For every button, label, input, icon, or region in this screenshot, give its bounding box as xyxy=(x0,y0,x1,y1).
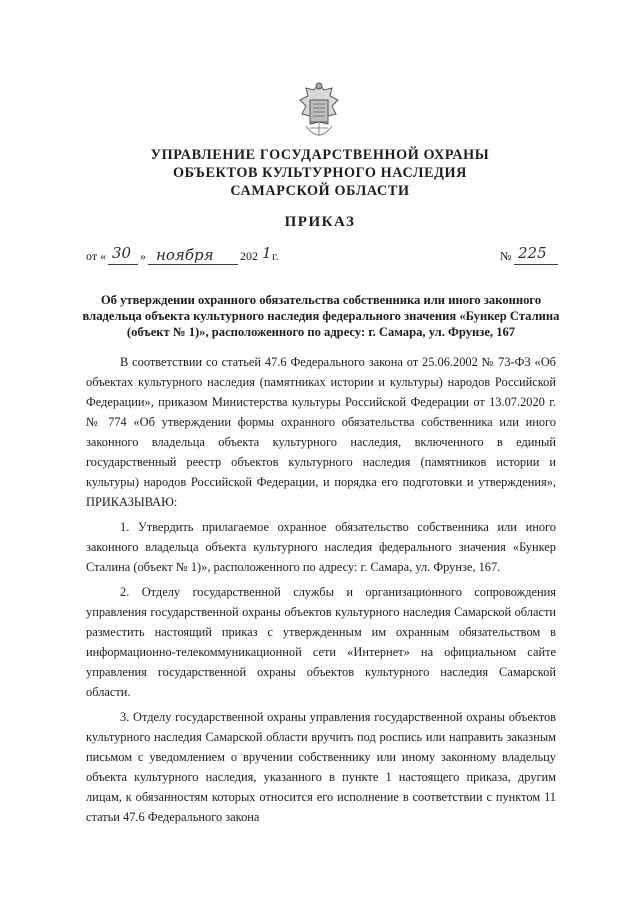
document-number: 225 xyxy=(518,244,547,262)
date-year-suffix: 1 xyxy=(262,244,272,262)
number-prefix: № xyxy=(500,249,512,263)
date-suffix: г. xyxy=(272,249,279,263)
preamble-paragraph: В соответствии со статьей 47.6 Федерального закона от 25.06.2002 № 73-ФЗ «Об объектах культурного наследия (памятниках истории и культуры) народов Российской Федерации», приказом Министерства культуры Российской Федерации от 13.07.2020 г. № 774 «Об утверждении формы охранного обязательства собственника или иного законного владельца объекта культурного наследия, включенного в единый государственный реестр объектов культурного наследия (памятников истории и культуры) народов Российской Федерации, и порядка его подготовки и утверждения», ПРИКАЗЫВАЮ: xyxy=(86,355,556,509)
coat-of-arms-icon xyxy=(288,78,350,148)
item-3-paragraph: 3. Отделу государственной охраны управления государственной охраны объектов культурного наследия Самарской области вручить под роспись или направить заказным письмом с уведомлением о вручении собственнику или иному законному владельцу объекта культурного наследия, указанного в пункте 1 настоящего приказа, другим лицам, к обязанностям которых относится его исполнение в соответствии с пунктом 11 статьи 47.6 Федерального закона xyxy=(86,710,556,824)
item-1-paragraph: 1. Утвердить прилагаемое охранное обязательство собственника или иного законного владельца объекта культурного наследия федерального значения «Бункер Сталина (объект № 1)», расположенного по адресу: г. Самара, ул. Фрунзе, 167. xyxy=(86,520,556,574)
date-day: 30 xyxy=(112,244,132,262)
header-line-3: САМАРСКОЙ ОБЛАСТИ xyxy=(230,183,410,199)
document-title: ПРИКАЗ xyxy=(284,214,356,230)
date-number-line xyxy=(86,244,566,270)
subject-heading: Об утверждении охранного обязательства собственника или иного законного владельца объекта культурного наследия федерального значения «Бункер Сталина (объект № 1)», расположенного по адресу: г. Самара, ул. Фрунзе, 167 xyxy=(82,293,560,339)
header-line-1: УПРАВЛЕНИЕ ГОСУДАРСТВЕННОЙ ОХРАНЫ xyxy=(150,147,490,163)
document-body xyxy=(86,352,556,827)
date-month: ноября xyxy=(156,246,214,264)
date-mid: » xyxy=(140,249,146,263)
header-line-2: ОБЪЕКТОВ КУЛЬТУРНОГО НАСЛЕДИЯ xyxy=(172,165,468,181)
date-prefix: от « xyxy=(86,249,107,263)
date-year-prefix: 202 xyxy=(240,249,258,263)
item-2-paragraph: 2. Отделу государственной службы и организационного сопровождения управления государственной охраны объектов культурного наследия Самарской области разместить настоящий приказ с утвержденным им охранным обязательством в информационно-телекоммуникационной сети «Интернет» на официальном сайте управления государственной охраны объектов культурного наследия Самарской области. xyxy=(86,585,556,699)
agency-header xyxy=(0,146,640,200)
